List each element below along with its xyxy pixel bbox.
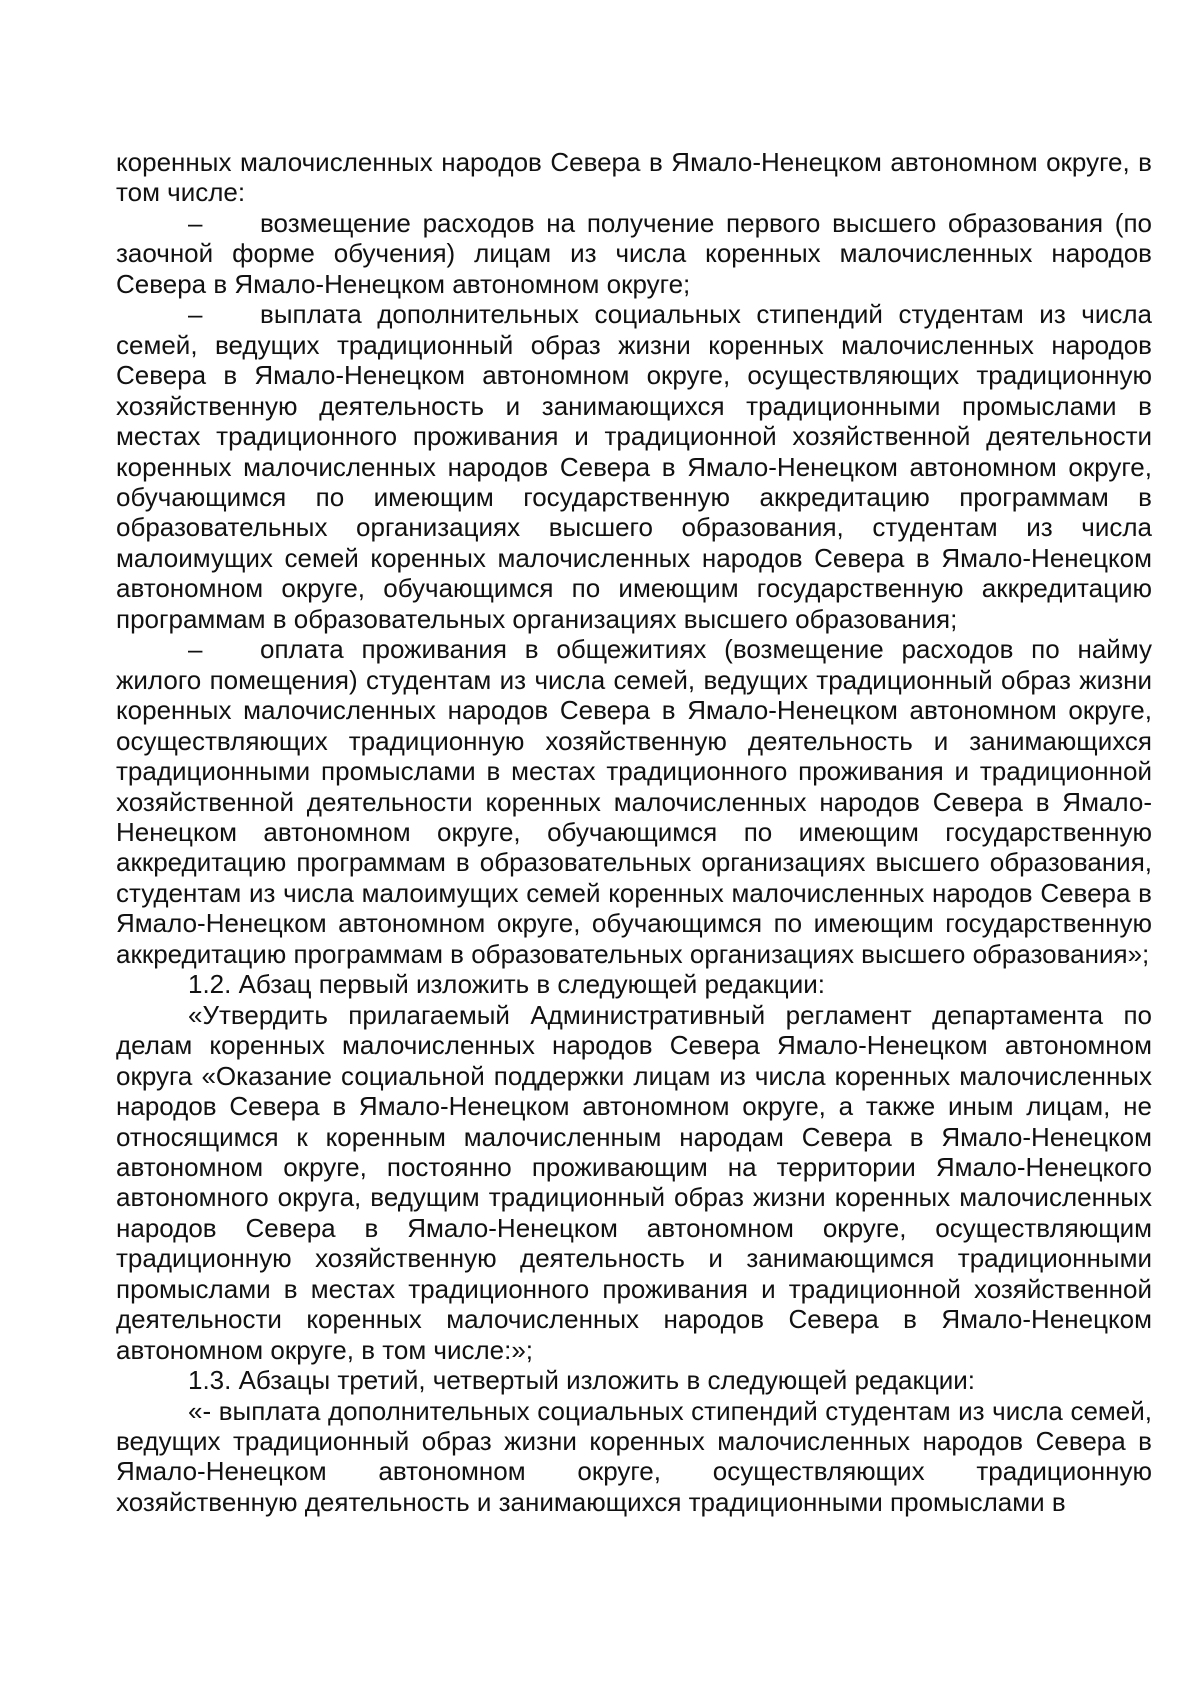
dash-marker: – — [188, 299, 203, 330]
amendment-heading: 1.3. Абзацы третий, четвертый изложить в следующей редакции: — [188, 1365, 976, 1396]
list-item — [116, 634, 1152, 969]
document-body — [116, 147, 1152, 1517]
list-item — [116, 299, 1152, 634]
list-item-text: возмещение расходов на получение первого высшего образования (по заочной форме обучения) лицам из числа коренных малочисленных народов Севера в Ямало-Ненецком автономном округе; — [116, 207, 1152, 299]
list-item-text: выплата дополнительных социальных стипендий студентам из числа семей, ведущих традиционный образ жизни коренных малочисленных народов Севера в Ямало-Ненецком автономном округе, осуществляющих традиционную хозяйственную деятельность и занимающихся традиционными промыслами в местах традиционного проживания и традиционной хозяйственной деятельности коренных малочисленных народов Севера в Ямало-Ненецком автономном округе, обучающимся по имеющим государственную аккредитацию программам в образовательных организациях высшего образования, студентам из числа малоимущих семей коренных малочисленных народов Севера в Ямало-Ненецком автономном округе, обучающимся по имеющим государственную аккредитацию программам в образовательных организациях высшего образования; — [116, 299, 1152, 634]
amendment-text: «- выплата дополнительных социальных стипендий студентам из числа семей, ведущих традиционный образ жизни коренных малочисленных народов Севера в Ямало-Ненецком автономном округе, осуществляющих традиционную хозяйственную деятельность и занимающихся традиционными промыслами в — [116, 1395, 1152, 1517]
amendment-heading: 1.2. Абзац первый изложить в следующей редакции: — [188, 969, 825, 1000]
dash-marker: – — [188, 207, 203, 238]
list-item-text: оплата проживания в общежитиях (возмещение расходов по найму жилого помещения) студентам из числа семей, ведущих традиционный образ жизни коренных малочисленных народов Севера в Ямало-Ненецком автономном округе, осуществляющих традиционную хозяйственную деятельность и занимающихся традиционными промыслами в местах традиционного проживания и традиционной хозяйственной деятельности коренных малочисленных народов Севера в Ямало-Ненецком автономном округе, обучающимся по имеющим государственную аккредитацию программам в образовательных организациях высшего образования, студентам из числа малоимущих семей коренных малочисленных народов Севера в Ямало-Ненецком автономном округе, обучающимся по имеющим государственную аккредитацию программам в образовательных организациях высшего образования»; — [116, 634, 1152, 969]
dash-marker: – — [188, 634, 203, 665]
list-item — [116, 208, 1152, 299]
amendment-text: «Утвердить прилагаемый Административный регламент департамента по делам коренных малочисленных народов Севера Ямало-Ненецком автономном округа «Оказание социальной поддержки лицам из числа коренных малочисленных народов Севера в Ямало-Ненецком автономном округе, а также иным лицам, не относящимся к коренным малочисленным народам Севера в Ямало-Ненецком автономном округе, постоянно проживающим на территории Ямало-Ненецкого автономного округа, ведущим традиционный образ жизни коренных малочисленных народов Севера в Ямало-Ненецком автономном округе, осуществляющим традиционную хозяйственную деятельность и занимающимся традиционными промыслами в местах традиционного проживания и традиционной хозяйственной деятельности коренных малочисленных народов Севера в Ямало-Ненецком автономном округе, в том числе:»; — [116, 999, 1152, 1365]
paragraph-continuation: коренных малочисленных народов Севера в Ямало-Ненецком автономном округе, в том числе: — [116, 147, 1152, 208]
